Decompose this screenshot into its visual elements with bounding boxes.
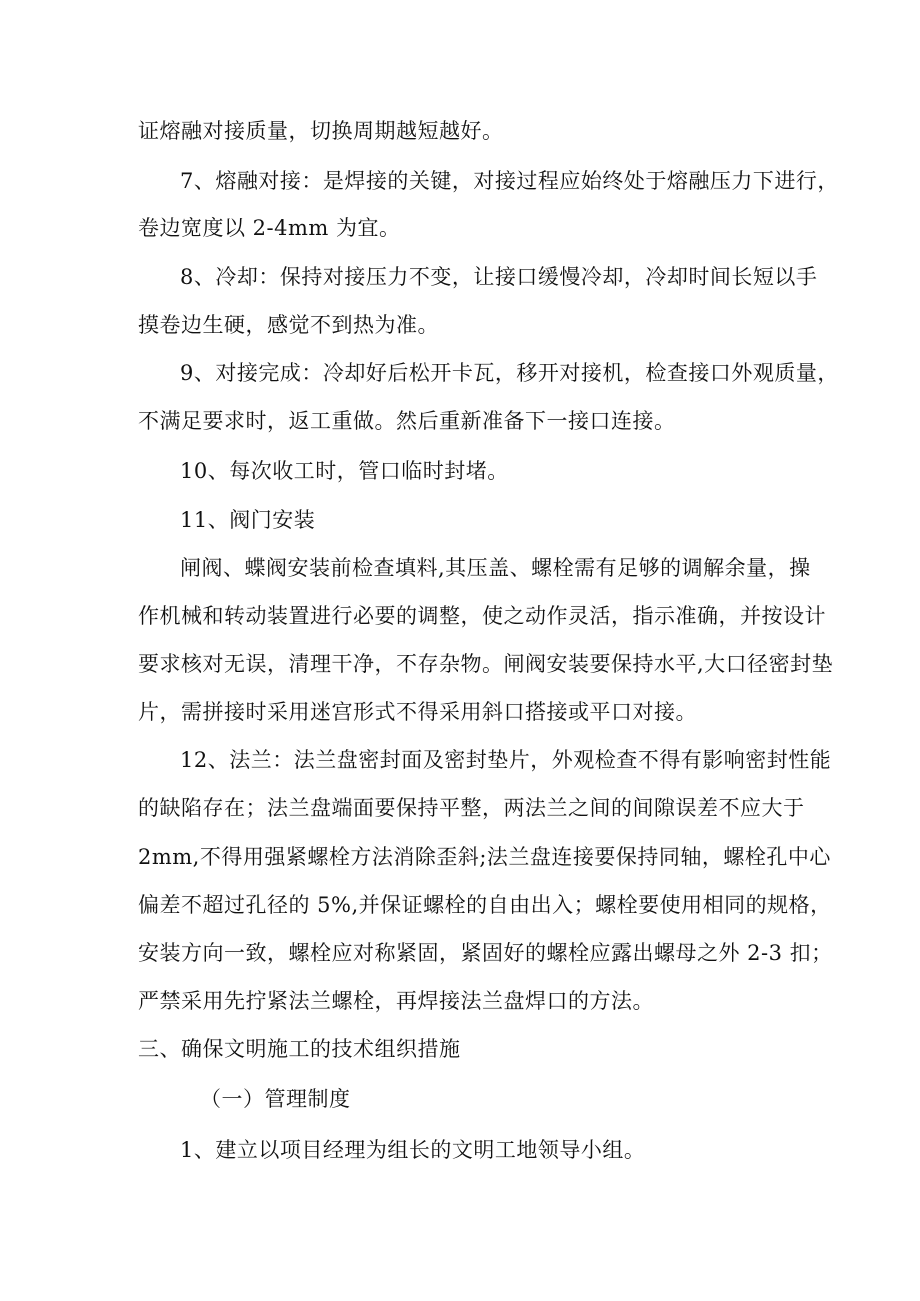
text-line: 2mm,不得用强紧螺栓方法消除歪斜;法兰盘连接要保持同轴，螺栓孔中心 bbox=[138, 845, 831, 869]
item-8-cooling: 8、冷却：保持对接压力不变，让接口缓慢冷却，冷却时间长短以手 bbox=[180, 265, 818, 289]
valve-paragraph: 闸阀、蝶阀安装前检查填料,其压盖、螺栓需有足够的调解余量，操 bbox=[180, 556, 811, 580]
item-9-joint-complete: 9、对接完成：冷却好后松开卡瓦，移开对接机，检查接口外观质量， bbox=[180, 361, 839, 385]
item-11-valve-install-heading: 11、阀门安装 bbox=[180, 508, 316, 532]
text-line: 片，需拼接时采用迷宫形式不得采用斜口搭接或平口对接。 bbox=[138, 700, 697, 724]
subsection-heading: （一）管理制度 bbox=[200, 1087, 351, 1111]
item-10-pipe-sealing: 10、每次收工时，管口临时封堵。 bbox=[180, 459, 509, 483]
text-line: 作机械和转动装置进行必要的调整，使之动作灵活，指示准确，并按设计 bbox=[138, 604, 826, 628]
text-line: 严禁采用先拧紧法兰螺栓，再焊接法兰盘焊口的方法。 bbox=[138, 989, 654, 1013]
text-line: 卷边宽度以 2-4mm 为宜。 bbox=[138, 216, 401, 240]
text-line: 摸卷边生硬，感觉不到热为准。 bbox=[138, 313, 439, 337]
item-1-leadership-group: 1、建立以项目经理为组长的文明工地领导小组。 bbox=[180, 1138, 646, 1162]
text-line: 不满足要求时，返工重做。然后重新准备下一接口连接。 bbox=[138, 409, 676, 433]
text-line: 要求核对无误，清理干净，不存杂物。闸阀安装要保持水平,大口径密封垫 bbox=[138, 652, 834, 676]
text-line: 偏差不超过孔径的 5%,并保证螺栓的自由出入；螺栓要使用相同的规格， bbox=[138, 893, 832, 917]
text-line: 证熔融对接质量，切换周期越短越好。 bbox=[138, 119, 504, 143]
item-7-fusion-butt-joint: 7、熔融对接：是焊接的关键，对接过程应始终处于熔融压力下进行， bbox=[180, 169, 839, 193]
item-12-flange: 12、法兰：法兰盘密封面及密封垫片，外观检查不得有影响密封性能 bbox=[180, 748, 832, 772]
text-line: 的缺陷存在；法兰盘端面要保持平整，两法兰之间的间隙误差不应大于 bbox=[138, 796, 805, 820]
section-heading: 三、确保文明施工的技术组织措施 bbox=[138, 1037, 461, 1061]
text-line: 安装方向一致，螺栓应对称紧固，紧固好的螺栓应露出螺母之外 2-3 扣； bbox=[138, 941, 833, 965]
